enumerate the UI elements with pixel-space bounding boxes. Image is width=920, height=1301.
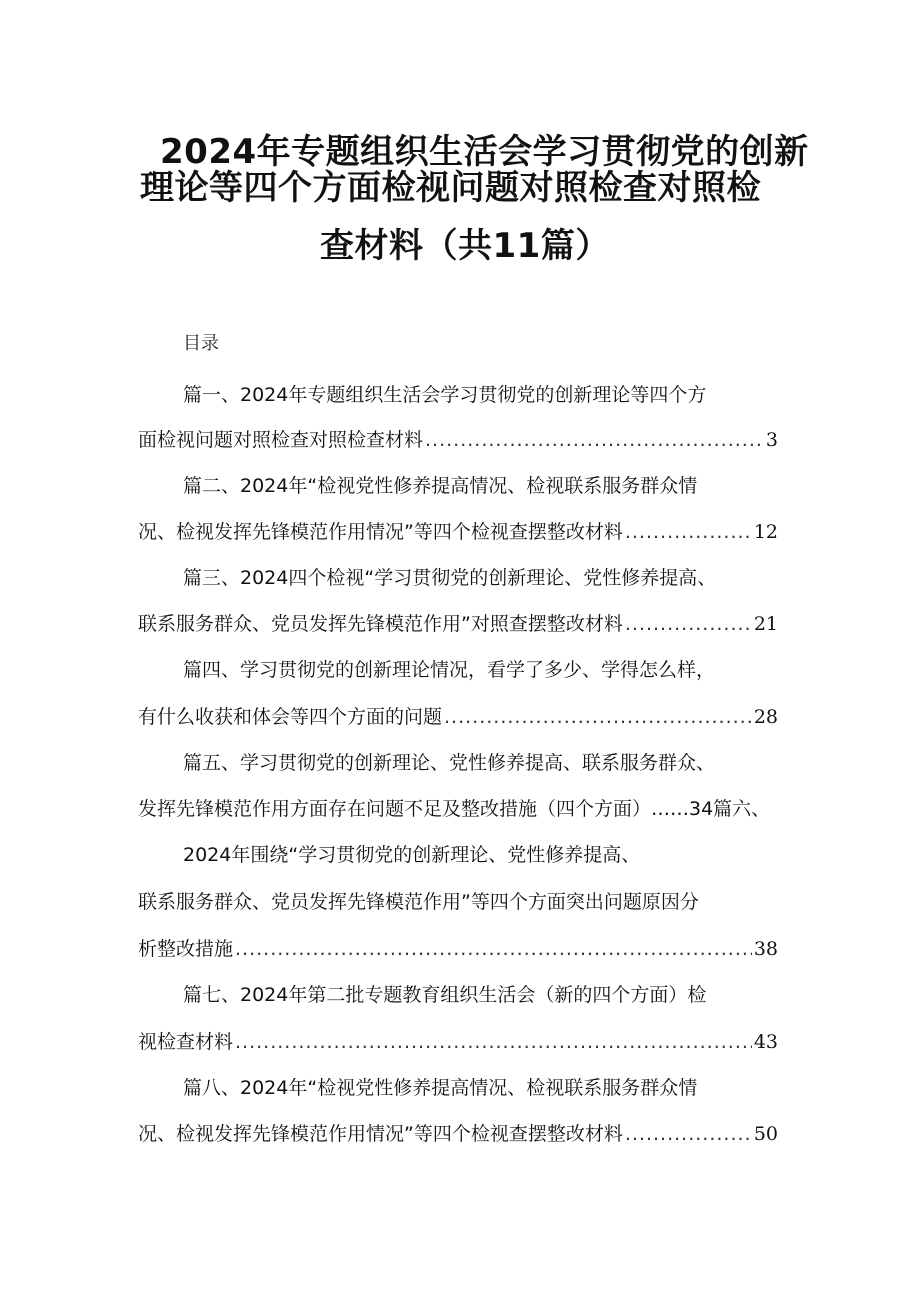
toc-entry-3-line-1: 篇三、2024四个检视“学习贯彻党的创新理论、党性修养提高、: [183, 567, 717, 589]
toc-entry-6-line-3: 析整改措施: [138, 938, 234, 960]
toc-leader-dots: [444, 703, 752, 731]
toc-entry-4-page: 28: [753, 706, 778, 728]
toc-entry-4-line-1: 篇四、学习贯彻党的创新理论情况，看学了多少、学得怎么样，: [183, 659, 716, 681]
toc-entry-1-line-2: 面检视问题对照检查对照检查材料: [138, 429, 424, 451]
document-title-line-1: 2024年专题组织生活会学习贯彻党的创新: [160, 132, 809, 172]
toc-leader-dots: [425, 426, 764, 454]
toc-entry-1-line-1: 篇一、2024年专题组织生活会学习贯彻党的创新理论等四个方: [183, 384, 707, 406]
toc-entry-3-line-2: 联系服务群众、党员发挥先锋模范作用”对照查摆整改材料: [138, 613, 623, 635]
document-title-line-3: 查材料（共11篇）: [320, 226, 610, 266]
toc-entry-1-row[interactable]: [138, 426, 778, 454]
toc-leader-dots: [235, 1028, 752, 1056]
toc-entry-1-page: 3: [765, 429, 778, 451]
toc-entry-6-page: 38: [753, 938, 778, 960]
toc-entry-3-row[interactable]: [138, 610, 778, 638]
toc-heading: 目录: [183, 333, 219, 354]
toc-entry-7-row[interactable]: [138, 1028, 778, 1056]
document-title-line-2: 理论等四个方面检视问题对照检查对照检: [140, 168, 761, 208]
toc-leader-dots: [625, 1120, 752, 1148]
toc-entry-8-page: 50: [753, 1123, 778, 1145]
toc-entry-6-line-1: 2024年围绕“学习贯彻党的创新理论、党性修养提高、: [183, 844, 641, 866]
toc-entry-4-line-2: 有什么收获和体会等四个方面的问题: [138, 706, 443, 728]
toc-entry-7-line-2: 视检查材料: [138, 1031, 234, 1053]
toc-entry-3-page: 21: [753, 613, 778, 635]
toc-entry-7-line-1: 篇七、2024年第二批专题教育组织生活会（新的四个方面）检: [183, 984, 707, 1006]
toc-entry-7-page: 43: [753, 1031, 778, 1053]
toc-entry-5-line-1: 篇五、学习贯彻党的创新理论、党性修养提高、联系服务群众、: [183, 752, 716, 774]
toc-entry-2-line-1: 篇二、2024年“检视党性修养提高情况、检视联系服务群众情: [183, 475, 698, 497]
toc-leader-dots: [625, 610, 752, 638]
toc-entry-2-page: 12: [753, 521, 778, 543]
toc-entry-8-line-1: 篇八、2024年“检视党性修养提高情况、检视联系服务群众情: [183, 1077, 698, 1099]
toc-entry-2-row[interactable]: [138, 518, 778, 546]
toc-entry-8-row[interactable]: [138, 1120, 778, 1148]
toc-entry-6-line-2: 联系服务群众、党员发挥先锋模范作用”等四个方面突出问题原因分: [138, 891, 699, 913]
toc-entry-4-row[interactable]: [138, 703, 778, 731]
toc-leader-dots: [235, 935, 752, 963]
toc-leader-dots: [625, 518, 752, 546]
toc-entry-6-row[interactable]: [138, 935, 778, 963]
toc-entry-8-line-2: 况、检视发挥先锋模范作用情况”等四个检视查摆整改材料: [138, 1123, 623, 1145]
toc-entry-2-line-2: 况、检视发挥先锋模范作用情况”等四个检视查摆整改材料: [138, 521, 623, 543]
toc-entry-5-line-2[interactable]: 发挥先锋模范作用方面存在问题不足及整改措施（四个方面）……34篇六、: [138, 798, 771, 820]
